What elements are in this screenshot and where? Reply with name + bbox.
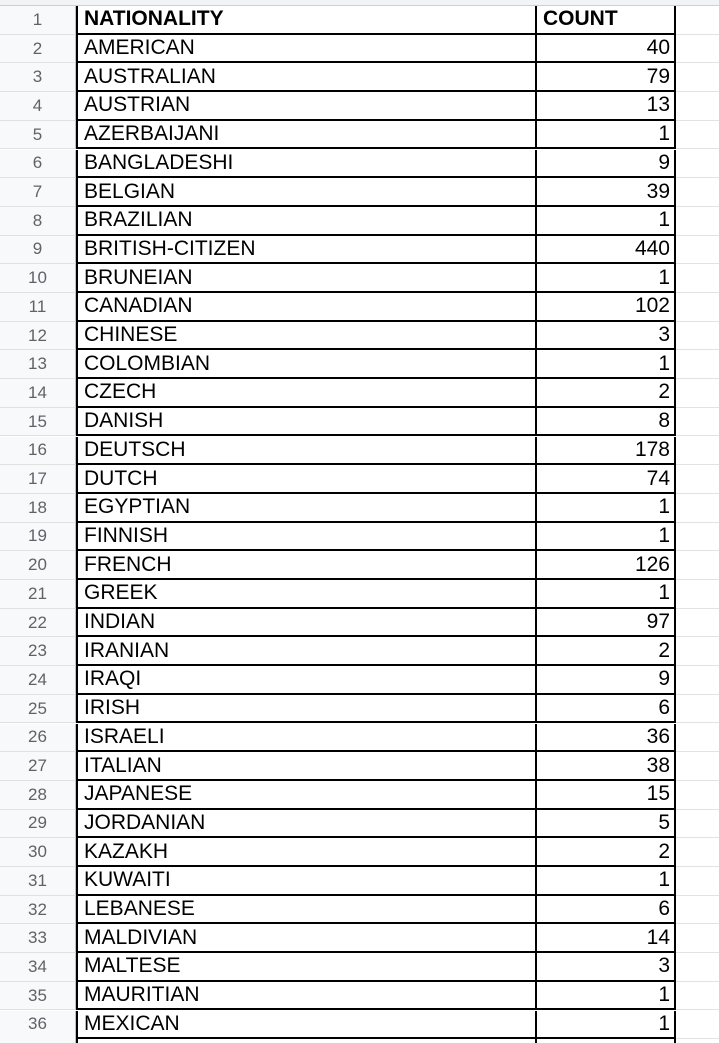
table-row [0, 867, 719, 896]
cell-count[interactable]: 79 [537, 63, 676, 92]
cell-nationality[interactable]: CZECH [76, 379, 537, 408]
row-number[interactable]: 8 [0, 207, 76, 236]
cell-nationality[interactable]: ITALIAN [76, 752, 537, 781]
cell-empty-column-c[interactable] [676, 264, 719, 293]
cell-nationality[interactable]: KUWAITI [76, 867, 537, 896]
table-row [0, 264, 719, 293]
nationality-header-label: NATIONALITY [84, 7, 224, 31]
row-number[interactable]: 2 [0, 35, 76, 64]
table-row [0, 924, 719, 953]
cell-empty-column-c[interactable] [676, 867, 719, 896]
cell-nationality[interactable]: FINNISH [76, 523, 537, 552]
row-number[interactable]: 10 [0, 264, 76, 293]
row-number[interactable]: 3 [0, 63, 76, 92]
cell-empty-column-c[interactable] [676, 178, 719, 207]
cell-count[interactable]: 1 [537, 121, 676, 150]
table-row [0, 379, 719, 408]
table-row [0, 580, 719, 609]
cell-empty-column-c[interactable] [676, 551, 719, 580]
cell-empty-column-c[interactable] [676, 63, 719, 92]
cell-nationality[interactable]: DUTCH [76, 465, 537, 494]
row-number[interactable]: 28 [0, 781, 76, 810]
row-number[interactable]: 12 [0, 322, 76, 351]
cell-nationality[interactable]: GREEK [76, 580, 537, 609]
table-row [0, 465, 719, 494]
cell-empty-column-c[interactable] [676, 150, 719, 179]
cell-empty-column-c[interactable] [676, 924, 719, 953]
cell-nationality[interactable]: DANISH [76, 408, 537, 437]
cell-count[interactable]: 1 [537, 350, 676, 379]
cell-count[interactable]: 13 [537, 92, 676, 121]
table-row [0, 408, 719, 437]
cell-nationality[interactable]: BANGLADESHI [76, 150, 537, 179]
cell-count-header[interactable] [537, 6, 676, 35]
cell-empty-column-c[interactable] [676, 1011, 719, 1040]
table-row [0, 437, 719, 466]
cell-empty-column-c[interactable] [676, 781, 719, 810]
cell-nationality[interactable]: JAPANESE [76, 781, 537, 810]
cell-count[interactable]: 2 [537, 637, 676, 666]
row-number[interactable]: 16 [0, 437, 76, 466]
row-number[interactable]: 11 [0, 293, 76, 322]
table-row [0, 551, 719, 580]
row-number[interactable]: 25 [0, 695, 76, 724]
cell-nationality[interactable]: AZERBAIJANI [76, 121, 537, 150]
row-number[interactable]: 29 [0, 810, 76, 839]
cell-empty-column-c[interactable] [676, 953, 719, 982]
cell-count[interactable]: 2 [537, 838, 676, 867]
row-number[interactable]: 26 [0, 724, 76, 753]
cell-count[interactable]: 2 [537, 379, 676, 408]
table-row [0, 982, 719, 1011]
table-row [0, 695, 719, 724]
table-row [0, 637, 719, 666]
cell-nationality[interactable]: IRISH [76, 695, 537, 724]
table-row [0, 178, 719, 207]
row-number[interactable]: 19 [0, 523, 76, 552]
next-row-partial [0, 1036, 719, 1043]
cell-nationality[interactable]: LEBANESE [76, 896, 537, 925]
row-number[interactable]: 7 [0, 178, 76, 207]
row-number[interactable]: 36 [0, 1011, 76, 1040]
header-row [0, 6, 719, 35]
cell-empty-column-c[interactable] [676, 121, 719, 150]
row-number[interactable]: 20 [0, 551, 76, 580]
cell-nationality[interactable]: AMERICAN [76, 35, 537, 64]
table-row [0, 92, 719, 121]
cell-count[interactable]: 9 [537, 150, 676, 179]
count-header-label: COUNT [543, 7, 618, 31]
cell-count[interactable]: 6 [537, 896, 676, 925]
cell-empty-column-c[interactable] [676, 207, 719, 236]
cell-nationality[interactable]: IRAQI [76, 666, 537, 695]
cell-count[interactable]: 440 [537, 236, 676, 265]
cell-count[interactable]: 9 [537, 666, 676, 695]
cell-count[interactable]: 102 [537, 293, 676, 322]
row-number[interactable]: 33 [0, 924, 76, 953]
cell-empty-column-c[interactable] [676, 666, 719, 695]
cell-nationality-header[interactable] [76, 6, 537, 35]
table-row [0, 523, 719, 552]
cell-nationality[interactable]: MALTESE [76, 953, 537, 982]
cell-count[interactable]: 40 [537, 35, 676, 64]
row-number[interactable]: 23 [0, 637, 76, 666]
cell-nationality[interactable]: COLOMBIAN [76, 350, 537, 379]
cell-nationality[interactable]: CHINESE [76, 322, 537, 351]
cell-count[interactable]: 8 [537, 408, 676, 437]
table-row [0, 293, 719, 322]
cell-count[interactable]: 1 [537, 867, 676, 896]
table-row [0, 207, 719, 236]
table-row [0, 781, 719, 810]
cell-nationality[interactable]: BRITISH-CITIZEN [76, 236, 537, 265]
cell-nationality[interactable]: KAZAKH [76, 838, 537, 867]
cell-nationality[interactable]: MAURITIAN [76, 982, 537, 1011]
cell-count[interactable]: 126 [537, 551, 676, 580]
row-number[interactable]: 21 [0, 580, 76, 609]
cell-empty-column-c[interactable] [676, 982, 719, 1011]
cell-count[interactable]: 39 [537, 178, 676, 207]
table-row [0, 896, 719, 925]
row-number[interactable]: 22 [0, 609, 76, 638]
table-row [0, 35, 719, 64]
table-row [0, 350, 719, 379]
cell-nationality[interactable]: CANADIAN [76, 293, 537, 322]
cell-empty-column-c[interactable] [676, 896, 719, 925]
cell-empty-column-c[interactable] [676, 92, 719, 121]
cell-count[interactable]: 1 [537, 207, 676, 236]
row-number[interactable]: 5 [0, 121, 76, 150]
row-number[interactable]: 15 [0, 408, 76, 437]
table-row [0, 121, 719, 150]
cell-empty-column-c[interactable] [676, 35, 719, 64]
cell-count[interactable]: 38 [537, 752, 676, 781]
cell-empty-column-c[interactable] [676, 6, 719, 35]
row-number[interactable]: 6 [0, 150, 76, 179]
cell-nationality[interactable]: BELGIAN [76, 178, 537, 207]
cell-empty-column-c[interactable] [676, 379, 719, 408]
cell-count[interactable]: 5 [537, 810, 676, 839]
cell-count[interactable]: 97 [537, 609, 676, 638]
cell-empty-column-c[interactable] [676, 465, 719, 494]
row-number[interactable]: 14 [0, 379, 76, 408]
cell-count[interactable]: 14 [537, 924, 676, 953]
row-number[interactable]: 18 [0, 494, 76, 523]
cell-count[interactable]: 36 [537, 724, 676, 753]
cell-empty-column-c[interactable] [676, 637, 719, 666]
cell-empty-column-c[interactable] [676, 580, 719, 609]
cell-empty-column-c[interactable] [676, 437, 719, 466]
cell-nationality[interactable]: BRUNEIAN [76, 264, 537, 293]
table-row [0, 609, 719, 638]
row-number[interactable]: 13 [0, 350, 76, 379]
cell-count[interactable]: 74 [537, 465, 676, 494]
cell-count[interactable]: 15 [537, 781, 676, 810]
cell-count[interactable]: 1 [537, 982, 676, 1011]
cell-count[interactable]: 1 [537, 580, 676, 609]
cell-empty-column-c[interactable] [676, 724, 719, 753]
cell-count[interactable]: 178 [537, 437, 676, 466]
row-number[interactable]: 4 [0, 92, 76, 121]
cell-nationality[interactable]: BRAZILIAN [76, 207, 537, 236]
cell-empty-column-c[interactable] [676, 523, 719, 552]
cell-nationality[interactable]: INDIAN [76, 609, 537, 638]
cell-empty-column-c[interactable] [676, 810, 719, 839]
table-row [0, 236, 719, 265]
table-row [0, 752, 719, 781]
cell-nationality[interactable]: JORDANIAN [76, 810, 537, 839]
table-row [0, 322, 719, 351]
cell-empty-column-c[interactable] [676, 408, 719, 437]
cell-count[interactable]: 1 [537, 1011, 676, 1040]
cell-empty-column-c[interactable] [676, 350, 719, 379]
cell-nationality[interactable]: AUSTRALIAN [76, 63, 537, 92]
row-number[interactable]: 27 [0, 752, 76, 781]
row-number[interactable]: 9 [0, 236, 76, 265]
row-number[interactable]: 32 [0, 896, 76, 925]
row-number[interactable]: 1 [0, 6, 76, 35]
row-number[interactable]: 17 [0, 465, 76, 494]
cell-nationality[interactable]: FRENCH [76, 551, 537, 580]
cell-nationality[interactable]: EGYPTIAN [76, 494, 537, 523]
row-number[interactable]: 31 [0, 867, 76, 896]
row-number[interactable]: 24 [0, 666, 76, 695]
cell-count[interactable]: 3 [537, 953, 676, 982]
cell-nationality[interactable]: MEXICAN [76, 1011, 537, 1040]
row-number[interactable]: 30 [0, 838, 76, 867]
cell-count[interactable]: 6 [537, 695, 676, 724]
cell-nationality[interactable]: AUSTRIAN [76, 92, 537, 121]
cell-empty-column-c[interactable] [676, 752, 719, 781]
cell-empty-column-c[interactable] [676, 293, 719, 322]
cell-nationality[interactable]: ISRAELI [76, 724, 537, 753]
cell-empty-column-c[interactable] [676, 609, 719, 638]
cell-count[interactable]: 3 [537, 322, 676, 351]
cell-count[interactable]: 1 [537, 523, 676, 552]
table-row [0, 724, 719, 753]
table-row [0, 810, 719, 839]
table-row [0, 838, 719, 867]
cell-nationality[interactable]: IRANIAN [76, 637, 537, 666]
cell-count[interactable]: 1 [537, 494, 676, 523]
cell-empty-column-c[interactable] [676, 236, 719, 265]
cell-nationality[interactable]: MALDIVIAN [76, 924, 537, 953]
table-row [0, 666, 719, 695]
table-row [0, 63, 719, 92]
row-number[interactable]: 34 [0, 953, 76, 982]
cell-empty-column-c[interactable] [676, 695, 719, 724]
row-number[interactable]: 35 [0, 982, 76, 1011]
table-row [0, 953, 719, 982]
cell-empty-column-c[interactable] [676, 494, 719, 523]
table-row [0, 1011, 719, 1040]
cell-empty-column-c[interactable] [676, 838, 719, 867]
table-row [0, 150, 719, 179]
cell-nationality[interactable]: DEUTSCH [76, 437, 537, 466]
table-row [0, 494, 719, 523]
cell-count[interactable]: 1 [537, 264, 676, 293]
cell-empty-column-c[interactable] [676, 322, 719, 351]
